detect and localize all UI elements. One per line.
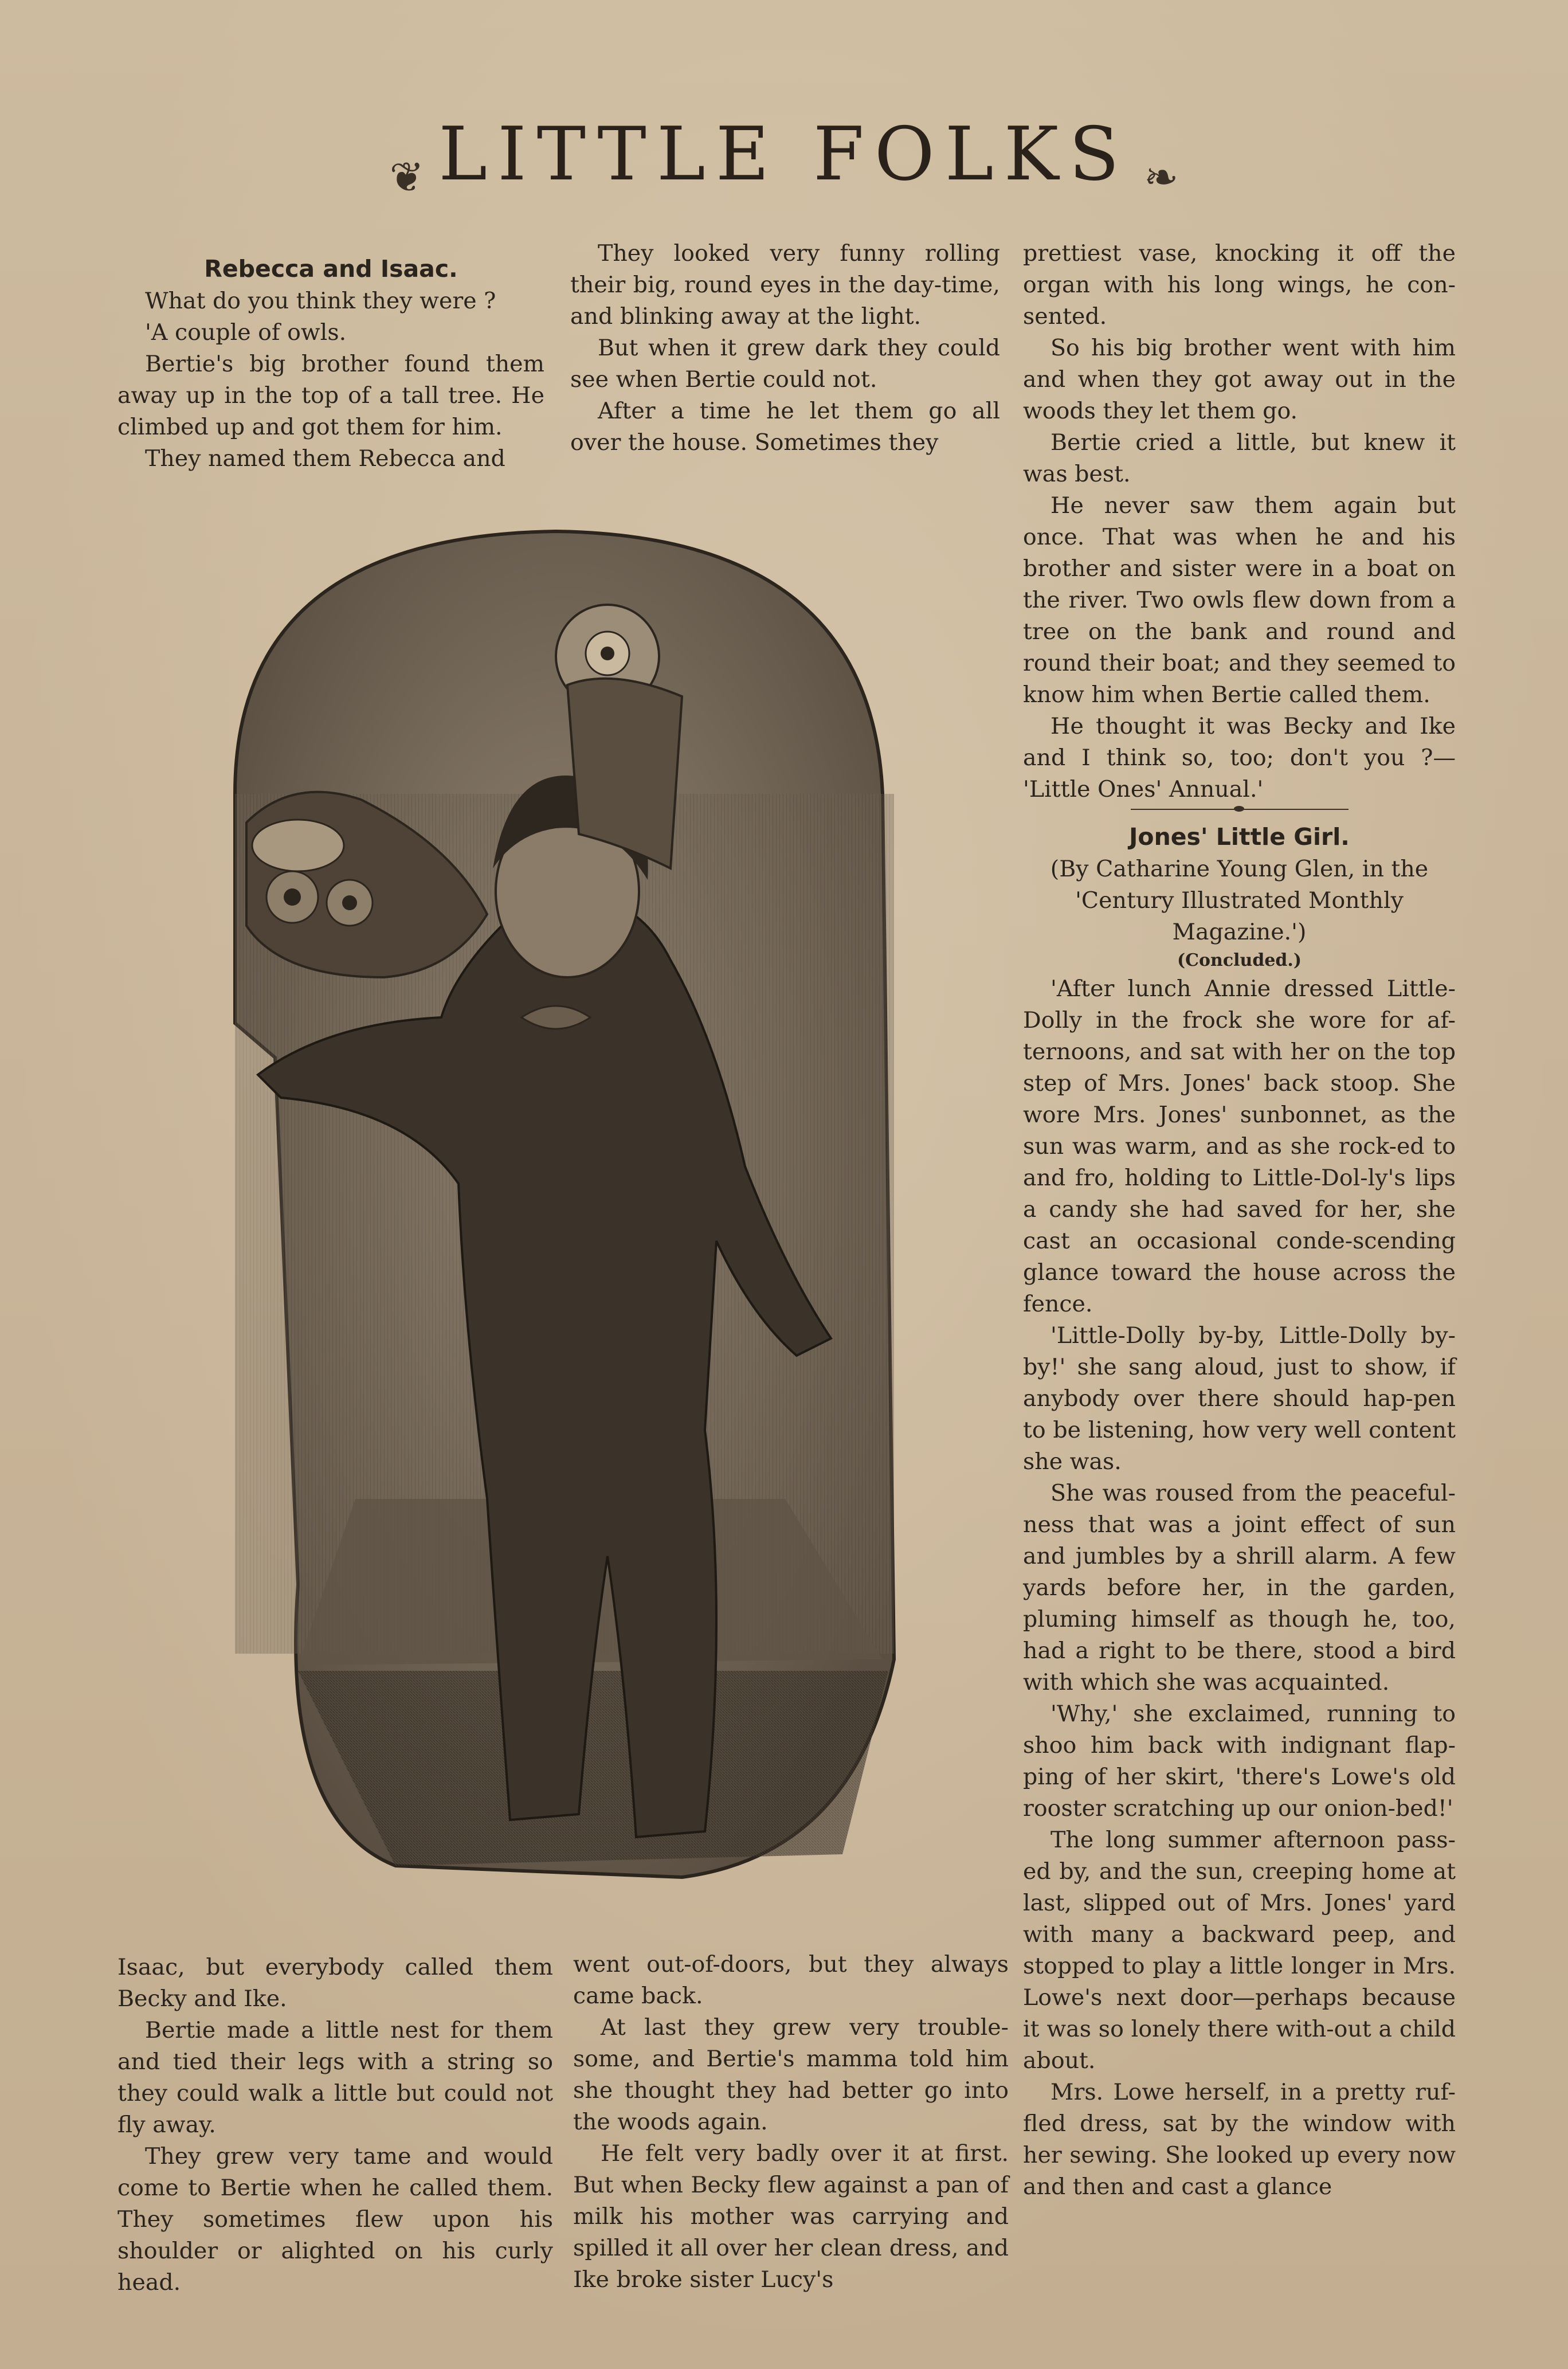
paragraph: He never saw them again but once. That was when he and his brother and sister were in a boat on the river. Two owls flew down from a tree on the bank and round and round their boat; and they seemed to know him when Bertie called them. xyxy=(1023,492,1456,708)
paragraph: What do you think they were ? xyxy=(145,288,496,314)
paragraph: So his big brother went with him and when they got away out in the woods they let them go. xyxy=(1023,335,1456,424)
illustration-boy-with-owls xyxy=(212,524,905,1883)
article2-heading: Jones' Little Girl. xyxy=(1129,823,1350,851)
paragraph: 'A couple of owls. xyxy=(145,319,347,346)
paragraph: Bertie cried a little, but knew it was best. xyxy=(1023,429,1456,487)
paragraph: After a time he let them go all over the house. Sometimes they xyxy=(570,398,1000,456)
concluded-note: (Concluded.) xyxy=(1177,950,1302,970)
paragraph: At last they grew very trouble-some, and Bertie's mamma told him she thought they had better go into the woods again. xyxy=(573,2014,1009,2135)
paragraph: Bertie made a little nest for them and tied their legs with a string so they could walk a little but could not fly away. xyxy=(117,2017,553,2138)
byline: (By Catharine Young Glen, in the 'Century Illustrated Monthly Magazine.') xyxy=(1050,856,1429,945)
column-middle-top xyxy=(570,238,1000,459)
paragraph: prettiest vase, knocking it off the organ with his long wings, he con-sented. xyxy=(1023,240,1456,330)
article-divider xyxy=(1131,809,1349,810)
paragraph: Bertie's big brother found them away up in the top of a tall tree. He climbed up and got them for him. xyxy=(117,351,544,440)
column-middle-bottom xyxy=(573,1949,1009,2296)
section-title: LITTLE FOLKS xyxy=(438,112,1130,197)
paragraph: He thought it was Becky and Ike and I think so, too; don't you ?— 'Little Ones' Annual.' xyxy=(1023,713,1456,802)
paragraph: The long summer afternoon pass-ed by, and the sun, creeping home at last, slipped out of Mrs. Jones' yard with many a backward peep, and stopped to play a little longer in Mrs. Lowe's next door—perhaps because it was so lonely there with-out a child about. xyxy=(1023,1827,1456,2074)
paragraph: She was roused from the peaceful-ness that was a joint effect of sun and jumbles by a shrill alarm. A few yards before her, in the garden, pluming himself as though he, too, had a right to be there, stood a bird with which she was acquainted. xyxy=(1023,1480,1456,1696)
column-left-bottom xyxy=(117,1952,553,2298)
paragraph: They grew very tame and would come to Bertie when he called them. They sometimes flew upon his shoulder or alighted on his curly head. xyxy=(117,2143,553,2296)
paragraph: 'Why,' she exclaimed, running to shoo him back with indignant flap-ping of her skirt, 'there's Lowe's old rooster scratching up our onion-bed!' xyxy=(1023,1701,1456,1822)
paragraph: They looked very funny rolling their big, round eyes in the day-time, and blinking away at the light. xyxy=(570,240,1000,330)
right-ornament-icon: ❧ xyxy=(1144,152,1179,201)
paragraph: He felt very badly over it at first. But when Becky flew against a pan of milk his mother was carrying and spilled it all over her clean dress, and Ike broke sister Lucy's xyxy=(573,2140,1009,2293)
masthead xyxy=(0,109,1568,201)
paragraph: Isaac, but everybody called them Becky and Ike. xyxy=(117,1954,553,2012)
paragraph: went out-of-doors, but they always came back. xyxy=(573,1951,1009,2009)
article1-heading: Rebecca and Isaac. xyxy=(204,255,458,283)
paragraph: They named them Rebecca and xyxy=(145,445,505,472)
paragraph: 'Little-Dolly by-by, Little-Dolly by-by!' she sang aloud, just to show, if anybody over there should hap-pen to be listening, how very well content she was. xyxy=(1023,1322,1456,1475)
column-right xyxy=(1023,238,1456,2203)
paragraph: But when it grew dark they could see when Bertie could not. xyxy=(570,335,1000,393)
left-ornament-icon: ❦ xyxy=(389,152,424,201)
paragraph: 'After lunch Annie dressed Little-Dolly in the frock she wore for af-ternoons, and sat with her on the top step of Mrs. Jones' back stoop. She wore Mrs. Jones' sunbonnet, as the sun was warm, and as she rock-ed to and fro, holding to Little-Dol-ly's lips a candy she had saved for her, she cast an occasional conde-scending glance toward the house across the fence. xyxy=(1023,976,1456,1317)
column-left-top xyxy=(117,252,544,475)
paragraph: Mrs. Lowe herself, in a pretty ruf-fled dress, sat by the window with her sewing. She looked up every now and then and cast a glance xyxy=(1023,2079,1456,2200)
